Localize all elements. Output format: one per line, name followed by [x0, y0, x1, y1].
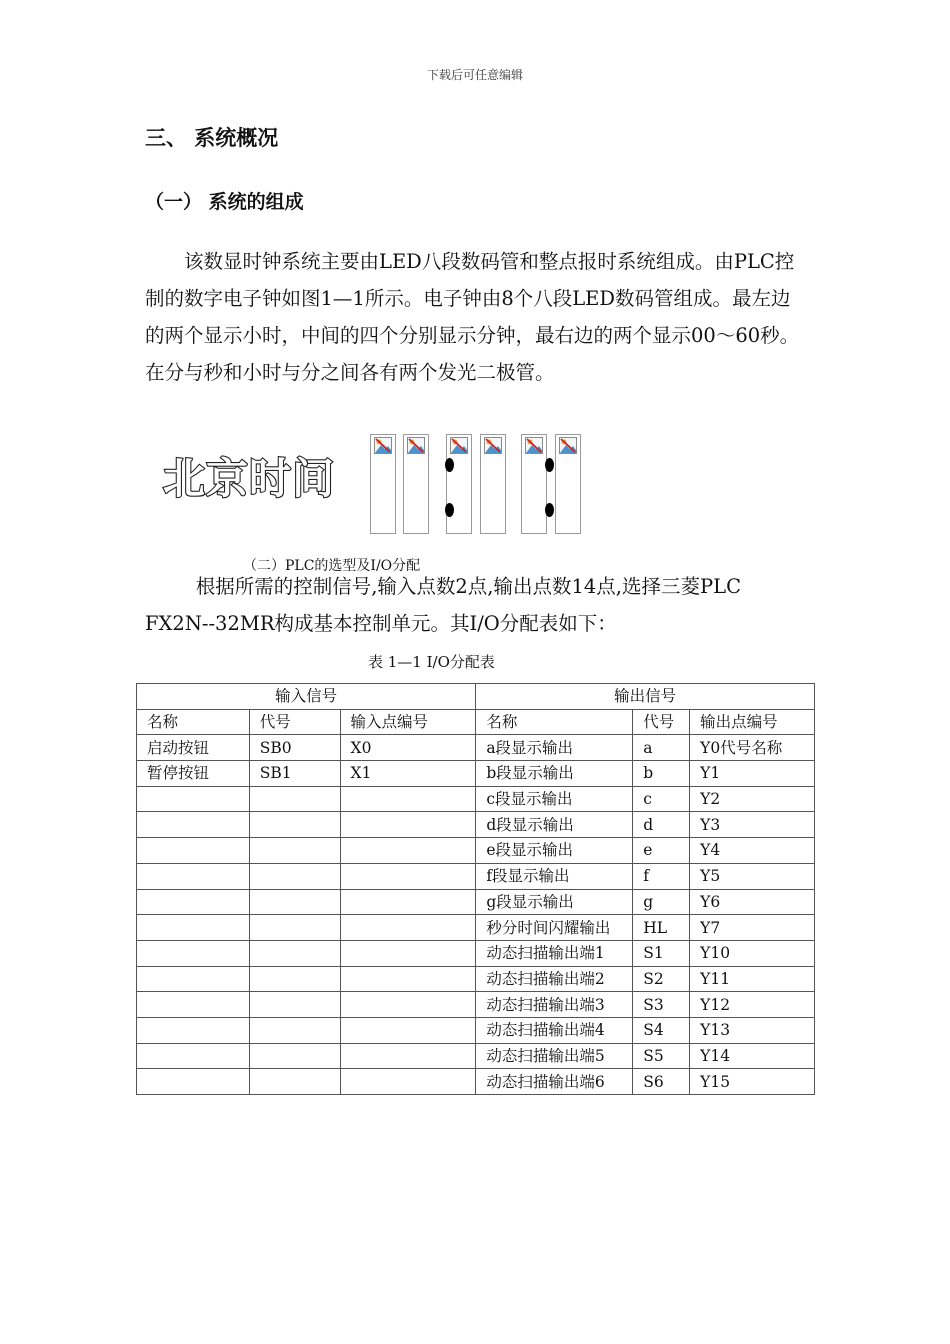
io-allocation-table — [136, 683, 815, 1095]
table-cell: Y14 — [690, 1043, 815, 1069]
table-cell — [137, 1043, 250, 1069]
table-cell: 动态扫描输出端1 — [476, 940, 633, 966]
table-cell — [137, 863, 250, 889]
table-cell: c段显示输出 — [476, 786, 633, 812]
table-cell — [340, 940, 476, 966]
table-cell — [249, 1069, 340, 1095]
broken-image-icon — [484, 437, 502, 454]
table-row — [137, 863, 815, 889]
table-cell — [340, 786, 476, 812]
table-cell: X0 — [340, 735, 476, 761]
table-cell — [137, 838, 250, 864]
table-cell: 动态扫描输出端5 — [476, 1043, 633, 1069]
table-cell — [249, 786, 340, 812]
table-row — [137, 915, 815, 941]
table-cell: Y2 — [690, 786, 815, 812]
table-cell — [137, 940, 250, 966]
column-header: 名称 — [137, 709, 250, 735]
column-header-row — [137, 709, 815, 735]
table-cell: f — [633, 863, 690, 889]
table-cell: 动态扫描输出端3 — [476, 992, 633, 1018]
table-cell: Y5 — [690, 863, 815, 889]
table-cell: Y12 — [690, 992, 815, 1018]
table-cell — [340, 1017, 476, 1043]
table-cell — [137, 786, 250, 812]
table-cell — [340, 812, 476, 838]
table-cell: Y10 — [690, 940, 815, 966]
group-header-row — [137, 684, 815, 710]
table-cell — [340, 889, 476, 915]
beijing-time-logo — [160, 448, 356, 508]
table-cell: S5 — [633, 1043, 690, 1069]
table-cell — [340, 838, 476, 864]
table-cell: b段显示输出 — [476, 761, 633, 787]
broken-image-icon — [525, 437, 543, 454]
table-cell: 暂停按钮 — [137, 761, 250, 787]
table-cell: S1 — [633, 940, 690, 966]
table-cell: a — [633, 735, 690, 761]
led-digit — [370, 434, 396, 534]
table-row — [137, 1017, 815, 1043]
table-cell: Y15 — [690, 1069, 815, 1095]
table-row — [137, 735, 815, 761]
input-signal-header: 输入信号 — [137, 684, 476, 710]
table-row — [137, 1043, 815, 1069]
table-row — [137, 1069, 815, 1095]
colon-led-dot — [545, 458, 554, 472]
table-cell: Y4 — [690, 838, 815, 864]
broken-image-icon — [450, 437, 468, 454]
table-cell: Y6 — [690, 889, 815, 915]
table-cell: SB0 — [249, 735, 340, 761]
table-cell — [249, 966, 340, 992]
table-cell: S2 — [633, 966, 690, 992]
output-signal-header: 输出信号 — [476, 684, 815, 710]
table-cell: d段显示输出 — [476, 812, 633, 838]
table-cell — [249, 992, 340, 1018]
table-cell — [249, 1043, 340, 1069]
table-cell — [137, 915, 250, 941]
table-cell: Y7 — [690, 915, 815, 941]
table-cell: b — [633, 761, 690, 787]
table-cell — [340, 992, 476, 1018]
table-cell: S4 — [633, 1017, 690, 1043]
table-cell: Y11 — [690, 966, 815, 992]
broken-image-icon — [407, 437, 425, 454]
table-cell — [137, 812, 250, 838]
broken-image-icon — [374, 437, 392, 454]
table-cell — [137, 889, 250, 915]
subsection2-title: （二）PLC的选型及I/O分配 — [243, 558, 421, 574]
table-cell: Y0代号名称 — [690, 735, 815, 761]
column-header: 输入点编号 — [340, 709, 476, 735]
table-cell: a段显示输出 — [476, 735, 633, 761]
table-cell: 动态扫描输出端6 — [476, 1069, 633, 1095]
table-cell — [249, 940, 340, 966]
table-cell — [340, 1069, 476, 1095]
table-cell — [249, 863, 340, 889]
table-row — [137, 786, 815, 812]
table-cell: d — [633, 812, 690, 838]
table-cell — [137, 1069, 250, 1095]
table-cell: 启动按钮 — [137, 735, 250, 761]
table-cell — [249, 838, 340, 864]
table-cell: SB1 — [249, 761, 340, 787]
table-cell: Y3 — [690, 812, 815, 838]
table-cell — [249, 812, 340, 838]
table-cell: X1 — [340, 761, 476, 787]
colon-led-dot — [445, 503, 454, 517]
led-digit — [446, 434, 472, 534]
table-cell — [249, 1017, 340, 1043]
subsection-title: （一） 系统的组成 — [145, 191, 304, 213]
colon-led-dot — [545, 503, 554, 517]
column-header: 代号 — [249, 709, 340, 735]
column-header: 名称 — [476, 709, 633, 735]
led-digit — [555, 434, 581, 534]
table-cell — [340, 966, 476, 992]
table-cell — [137, 1017, 250, 1043]
table-cell — [340, 915, 476, 941]
led-digit — [480, 434, 506, 534]
table-cell: 动态扫描输出端2 — [476, 966, 633, 992]
table-row — [137, 940, 815, 966]
column-header: 输出点编号 — [690, 709, 815, 735]
led-digit — [521, 434, 547, 534]
table-row — [137, 889, 815, 915]
table-cell: Y13 — [690, 1017, 815, 1043]
table-cell — [340, 1043, 476, 1069]
table-cell — [137, 992, 250, 1018]
composition-paragraph: 该数显时钟系统主要由LED八段数码管和整点报时系统组成。由PLC控制的数字电子钟如图1—1所示。电子钟由8个八段LED数码管组成。最左边的两个显示小时，中间的四个分别显示分钟，最右边的两个显示00～60秒。在分与秒和小时与分之间各有两个发光二极管。 — [145, 250, 800, 384]
table-row — [137, 761, 815, 787]
table-cell — [340, 863, 476, 889]
selection-paragraph: 根据所需的控制信号,输入点数2点,输出点数14点,选择三菱PLC FX2N--32MR构成基本控制单元。其I/O分配表如下： — [145, 575, 741, 635]
table-row — [137, 812, 815, 838]
table-cell — [249, 915, 340, 941]
table-row — [137, 992, 815, 1018]
table-cell: g段显示输出 — [476, 889, 633, 915]
table-cell: S6 — [633, 1069, 690, 1095]
logo-text: 北京时间 — [163, 454, 336, 503]
table-cell: HL — [633, 915, 690, 941]
table-cell: 秒分时间闪耀输出 — [476, 915, 633, 941]
table-cell — [249, 889, 340, 915]
table-row — [137, 966, 815, 992]
page-header: 下载后可任意编辑 — [426, 68, 523, 82]
table-cell: e — [633, 838, 690, 864]
colon-led-dot — [445, 458, 454, 472]
table-row — [137, 838, 815, 864]
table-cell: S3 — [633, 992, 690, 1018]
column-header: 代号 — [633, 709, 690, 735]
table-cell: e段显示输出 — [476, 838, 633, 864]
table-cell: c — [633, 786, 690, 812]
table-cell — [137, 966, 250, 992]
table-caption: 表 1—1 I/O分配表 — [368, 653, 495, 671]
broken-image-icon — [559, 437, 577, 454]
table-cell: 动态扫描输出端4 — [476, 1017, 633, 1043]
table-cell: Y1 — [690, 761, 815, 787]
table-cell: g — [633, 889, 690, 915]
led-digit — [403, 434, 429, 534]
section-title: 三、 系统概况 — [145, 126, 279, 150]
table-cell: f段显示输出 — [476, 863, 633, 889]
